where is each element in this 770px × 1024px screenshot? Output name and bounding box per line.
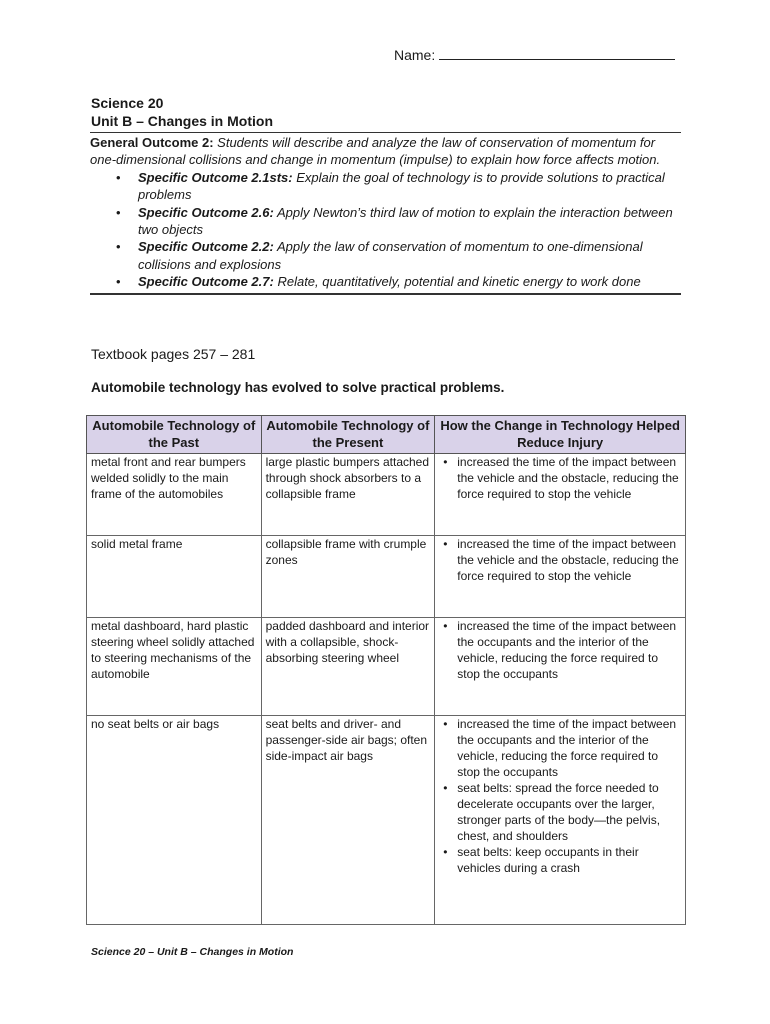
bullet-icon: • [116,239,121,255]
name-label: Name: [394,47,436,63]
table-row [87,536,686,618]
column-header-past: Automobile Technology of the Past [87,416,262,454]
table-row [87,454,686,536]
cell-past: no seat belts or air bags [87,716,262,925]
cell-injury [435,536,686,618]
cell-present: collapsible frame with crumple zones [261,536,435,618]
technology-table [86,415,686,925]
cell-past: metal front and rear bumpers welded solidly to the main frame of the automobiles [87,454,262,536]
column-header-injury: How the Change in Technology Helped Reduce Injury [435,416,686,454]
table-row [87,618,686,716]
course-title: Science 20 [91,95,164,111]
injury-bullet-item: • seat belts: keep occupants in their vehicles during a crash [443,845,639,875]
specific-outcome-text: Apply Newton’s third law of motion to explain the interaction between two objects [138,204,673,238]
unit-title: Unit B – Changes in Motion [91,113,273,129]
specific-outcome-label: Specific Outcome 2.1sts: [138,169,293,185]
table-row [87,716,686,925]
injury-bullet-item: • increased the time of the impact between the vehicle and the obstacle, reducing the force required to stop the vehicle [443,537,679,583]
section-subtitle: Automobile technology has evolved to solve practical problems. [91,380,505,395]
injury-bullet-item: • seat belts: spread the force needed to decelerate occupants over the larger, stronger parts of the body—the pelvis, chest, and shoulders [443,781,661,843]
table-header-row [87,416,686,454]
specific-outcome-label: Specific Outcome 2.7: [138,274,274,290]
name-field [394,47,675,63]
cell-injury [435,716,686,925]
bullet-icon: • [443,717,448,731]
cell-injury [435,618,686,716]
textbook-pages: Textbook pages 257 – 281 [91,346,256,362]
injury-bullet-item: • increased the time of the impact between the occupants and the interior of the vehicle, reducing the force required to stop the occupants [443,619,677,681]
injury-bullet-item: • increased the time of the impact between the vehicle and the obstacle, reducing the force required to stop the vehicle [443,455,679,501]
bullet-icon: • [443,781,448,795]
specific-outcome-label: Specific Outcome 2.2: [138,239,274,255]
specific-outcome-text: Explain the goal of technology is to provide solutions to practical problems [138,169,665,203]
general-outcome-text: Students will describe and analyze the law of conservation of momentum for one-dimensional collisions and change in momentum (impulse) to explain how force affects motion. [90,135,661,168]
name-blank-line [439,47,675,60]
specific-outcome-text: Relate, quantitatively, potential and kinetic energy to work done [277,274,641,290]
specific-outcome-item [116,169,681,204]
bullet-icon: • [116,274,121,290]
specific-outcome-item [116,273,681,290]
bullet-icon: • [443,845,448,859]
specific-outcome-item [116,238,681,273]
bullet-icon: • [443,455,448,469]
specific-outcome-label: Specific Outcome 2.6: [138,204,274,220]
page-footer: Science 20 – Unit B – Changes in Motion [91,946,294,958]
cell-injury [435,454,686,536]
specific-outcomes-list [90,169,681,291]
cell-present: large plastic bumpers attached through shock absorbers to a collapsible frame [261,454,435,536]
cell-present: seat belts and driver- and passenger-side air bags; often side-impact air bags [261,716,435,925]
bullet-icon: • [116,204,121,220]
cell-present: padded dashboard and interior with a collapsible, shock-absorbing steering wheel [261,618,435,716]
general-outcome-label: General Outcome 2: [90,135,214,150]
bullet-icon: • [443,619,448,633]
bullet-icon: • [443,537,448,551]
column-header-present: Automobile Technology of the Present [261,416,435,454]
specific-outcome-item [116,204,681,239]
cell-past: solid metal frame [87,536,262,618]
general-outcome [90,134,681,169]
cell-past: metal dashboard, hard plastic steering wheel solidly attached to steering mechanisms of the automobile [87,618,262,716]
injury-bullet-item: • increased the time of the impact between the occupants and the interior of the vehicle, reducing the force required to stop the occupants [443,717,677,779]
bullet-icon: • [116,169,121,185]
specific-outcome-text: Apply the law of conservation of momentum to one-dimensional collisions and explosions [138,239,643,272]
outcomes-section [90,132,681,295]
